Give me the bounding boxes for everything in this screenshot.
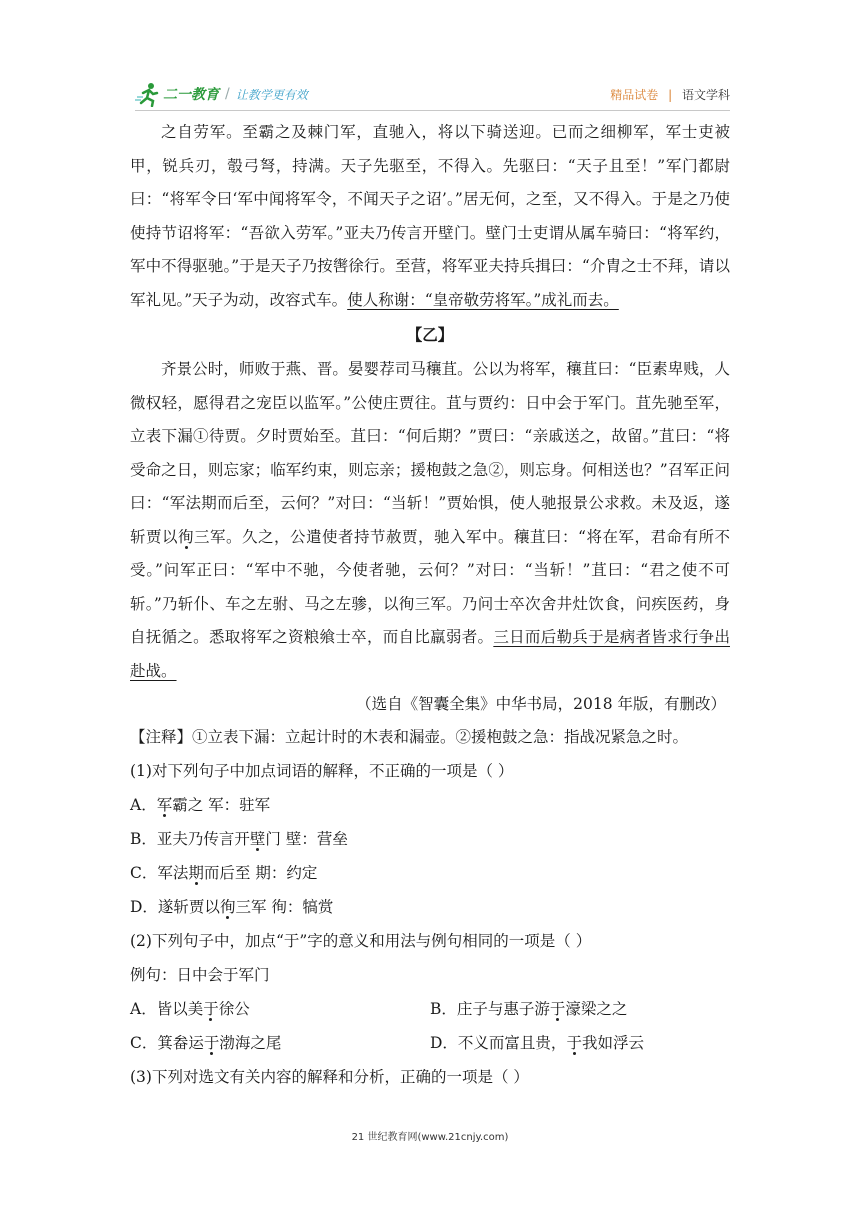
passage-yi-text-a: 齐景公时，师败于燕、晋。晏婴荐司马穰苴。公以为将军，穰苴曰：“臣素卑贱，人微权轻，愿得君之宠臣以监军。”公使庄贾往。苴与贾约：日中会于军门。苴先驰至军，立表下漏①待贾。夕时贾始至。苴曰：“何后期？”贾曰：“亲戚送之，故留。”苴曰：“将受命之日，则忘家；临军约束，则忘亲；援枹鼓之急②，则忘身。何相送也？”召军正问曰：“军法期而后至，云何？”对曰：“当斩！”贾始惧，使人驰报景公求救。未及返，遂斩贾以 [130, 360, 730, 546]
annotation-notes: 【注释】①立表下漏：立起计时的木表和漏壶。②援枹鼓之急：指战况紧急之时。 [130, 728, 689, 746]
option-text: 我如浮云 [581, 1034, 644, 1052]
passage-yi-underlined-sentence: 三日而后勒兵于是病者皆求行争出赴战。 [130, 628, 730, 680]
dotted-word: 军 [156, 796, 173, 814]
tag-subject: 语文学科 [681, 88, 730, 102]
question-2-options-row-1 [130, 992, 730, 1026]
tag-separator: | [668, 88, 673, 102]
logo-slogan: 让教学更有效 [235, 87, 308, 102]
passage-jia-paragraph [130, 116, 730, 317]
passage-yi-paragraph [130, 353, 730, 688]
option-text: A．皆以美 [130, 1000, 204, 1018]
passage-yi-text-b: 三军。久之，公遣使者持节赦贾，驰入军中。穰苴曰：“将在军，君命有所不受。”问军正曰：“军中不驰，今使者驰，云何？”对曰：“当斩！”苴曰：“君之使不可斩。”乃斩仆、车之左驸、马之左骖，以徇三军。乃问士卒次舍井灶饮食，问疾医药，身自抚循之。悉取将军之资粮飨士卒，而自比羸弱者。 [130, 527, 730, 646]
question-2-option-b[interactable] [430, 992, 730, 1026]
option-text: 霸之 军：驻军 [172, 796, 271, 814]
runner-logo-icon [135, 81, 161, 107]
option-text: D．不义而富且贵， [430, 1034, 567, 1052]
question-1-stem: (1)对下列句子中加点词语的解释，不正确的一项是（ ） [130, 762, 514, 780]
dotted-word: 于 [566, 1034, 582, 1052]
passage-jia-word-bi: 壁 [438, 223, 455, 242]
passage-jia-text-a: 之自劳军。至霸之及棘门军，直驰入，将以下骑送迎。已而之细柳军，军士吏被甲，锐兵刃，彀弓弩，持满。天子先驱至，不得入。先驱曰：“天子且至！”军门都尉曰：“将军令曰‘军中闻将军令，不闻天子之诏’。”居无何，之至，又不得入。于是之乃使使持节诏将军：“吾欲入劳军。”亚夫乃传言开 [130, 123, 730, 242]
question-3-stem: (3)下列对选文有关内容的解释和分析，正确的一项是（ ） [130, 1068, 529, 1086]
dotted-word: 壁 [249, 830, 266, 848]
option-text: C．军法 [130, 864, 189, 882]
dotted-word: 徇 [219, 898, 236, 916]
logo [135, 80, 308, 108]
option-text: 三军 徇：犒赏 [235, 898, 334, 916]
option-text: 渤海之尾 [219, 1034, 282, 1052]
dotted-word: 于 [203, 1034, 220, 1052]
page-header [135, 80, 730, 110]
tag-premium-paper: 精品试卷 [610, 88, 659, 102]
logo-separator: / [225, 86, 230, 102]
question-2-options-row-2 [130, 1026, 730, 1060]
question-1-option-b[interactable] [130, 822, 730, 856]
dotted-word: 于 [203, 1000, 219, 1018]
header-divider [135, 110, 730, 111]
question-2-option-c[interactable] [130, 1026, 430, 1060]
passage-jia-text-b: 门。壁门士吏谓从属车骑曰：“将军约，军中不得驱驰。”于是天子乃按辔徐行。至营，将军亚夫持兵揖曰：“介胄之士不拜，请以军礼见。”天子为动，改容式车。 [130, 223, 730, 309]
question-1-option-a[interactable] [130, 788, 730, 822]
dotted-word-xun: 徇 [178, 527, 195, 546]
option-label: A． [130, 796, 157, 814]
option-text: D．遂斩贾以 [130, 898, 220, 916]
option-text: B．亚夫乃传言开 [130, 830, 250, 848]
option-text: 门 壁：营垒 [265, 830, 348, 848]
option-text: C．箕畚运 [130, 1034, 204, 1052]
passage-jia-underlined-sentence: 使人称谢：“皇帝敬劳将军。”成礼而去。 [347, 290, 619, 309]
option-text: 而后至 期：约定 [203, 864, 318, 882]
question-2-stem: (2)下列句子中，加点“于”字的意义和用法与例句相同的一项是（ ） [130, 932, 592, 950]
header-tags [610, 86, 730, 103]
page-footer: 21 世纪教育网(www.21cnjy.com) [351, 1132, 509, 1143]
question-2-option-a[interactable] [130, 992, 430, 1026]
option-text: 濠梁之之 [565, 1000, 628, 1018]
question-1-option-d[interactable] [130, 890, 730, 924]
question-2-option-d[interactable] [430, 1026, 730, 1060]
dotted-word: 期 [188, 864, 204, 882]
dotted-word: 于 [549, 1000, 566, 1018]
option-text: B．庄子与惠子游 [430, 1000, 550, 1018]
section-yi-title: 【乙】 [406, 325, 454, 344]
exam-content [130, 116, 730, 1094]
option-text: 徐公 [218, 1000, 250, 1018]
logo-name: 二一教育 [163, 87, 219, 103]
source-citation: （选自《智囊全集》中华书局，2018 年版，有删改） [356, 695, 726, 713]
question-2-example: 例句：日中会于军门 [130, 966, 270, 984]
question-1-option-c[interactable] [130, 856, 730, 890]
